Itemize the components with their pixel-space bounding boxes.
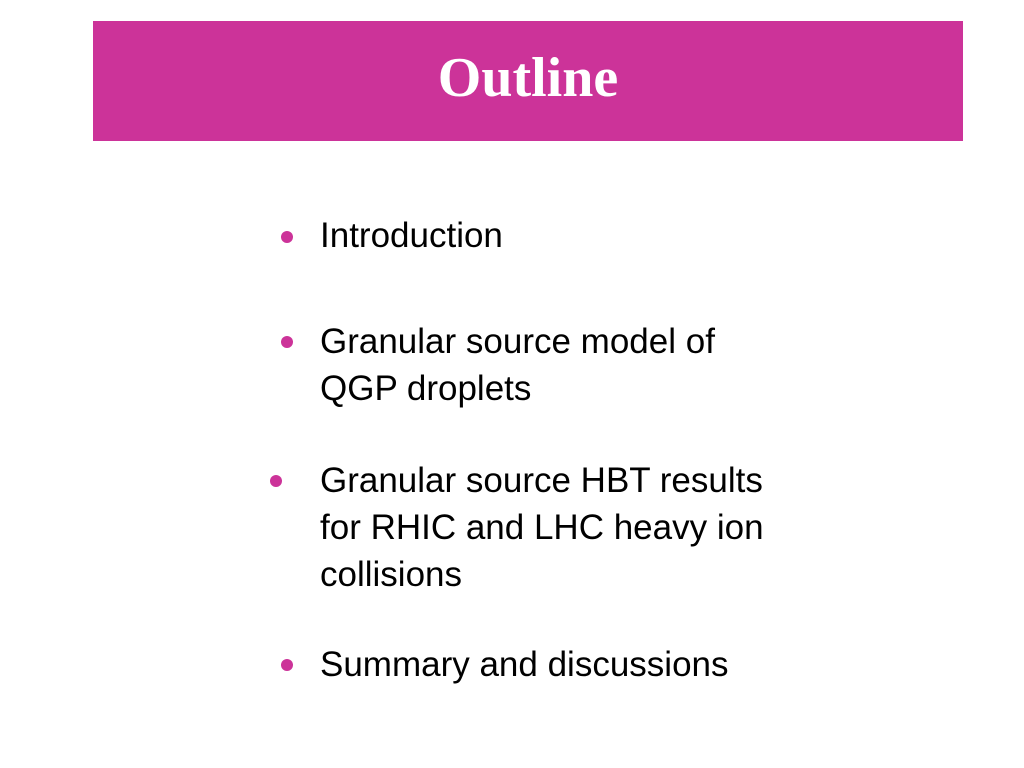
- bullet-line: QGP droplets: [320, 369, 532, 408]
- title-bar: [93, 21, 963, 141]
- bullet-dot-icon: [281, 231, 293, 243]
- bullet-line: Summary and discussions: [320, 645, 729, 684]
- bullet-dot-icon: [281, 336, 293, 348]
- bullet-dot-icon: [281, 659, 293, 671]
- bullet-line: collisions: [320, 555, 462, 594]
- bullet-line: Granular source HBT results: [320, 461, 763, 500]
- bullet-line: for RHIC and LHC heavy ion: [320, 508, 764, 547]
- bullet-line: Granular source model of: [320, 322, 715, 361]
- slide-title: Outline: [437, 47, 619, 109]
- bullet-dot-icon: [270, 475, 282, 487]
- bullet-line: Introduction: [320, 216, 503, 255]
